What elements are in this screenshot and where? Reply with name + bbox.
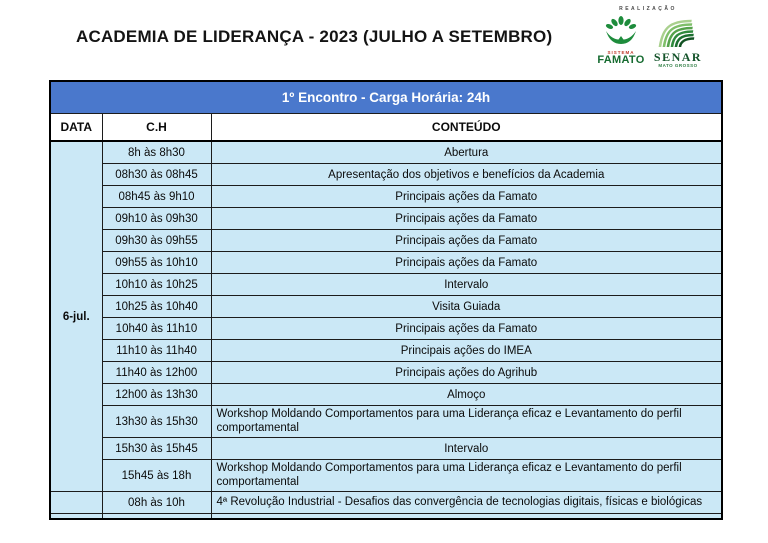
column-header-data: DATA [50,114,102,142]
schedule-row [50,164,722,186]
senar-subtitle: MATO GROSSO [658,63,698,68]
senar-wordmark: SENAR [653,50,703,64]
content-cell: Principais ações do Agrihub [211,362,722,384]
schedule-row [50,186,722,208]
schedule-row [50,406,722,438]
schedule-row [50,340,722,362]
time-cell: 10h25 às 10h40 [102,296,211,318]
schedule-row [50,141,722,164]
time-cell: 11h10 às 11h40 [102,340,211,362]
content-cell: Intervalo [211,274,722,296]
content-cell: Principais ações da Famato [211,318,722,340]
schedule-row [50,384,722,406]
time-cell: 12h00 às 13h30 [102,384,211,406]
time-cell: 15h30 às 15h45 [102,438,211,460]
time-cell: 08h às 10h [102,492,211,514]
schedule-row [50,492,722,514]
schedule-row [50,362,722,384]
realization-label: REALIZAÇÃO [619,6,677,12]
section-header-row [50,81,722,114]
schedule-row [50,318,722,340]
schedule-row [50,274,722,296]
content-cell: Visita Guiada [211,296,722,318]
famato-sistema-label: SISTEMA [607,50,635,55]
time-cell: 8h às 8h30 [102,141,211,164]
schedule-row [50,460,722,492]
time-cell: 09h55 às 10h10 [102,252,211,274]
time-cell: 09h30 às 09h55 [102,230,211,252]
page-title: ACADEMIA DE LIDERANÇA - 2023 (JULHO A SETEMBRO) [76,27,553,46]
schedule-row [50,252,722,274]
content-cell: Principais ações da Famato [211,186,722,208]
time-cell: 10h10 às 10h25 [102,274,211,296]
senar-logo [652,18,704,68]
content-cell: Workshop Moldando Comportamentos para uma Liderança eficaz e Levantamento do perfil comportamental [211,460,722,492]
content-cell: Principais ações da Famato [211,252,722,274]
schedule-row-cutoff [50,514,722,520]
content-cell: Apresentação dos objetivos e benefícios da Academia [211,164,722,186]
schedule-table [49,80,723,520]
cutoff-cell [50,514,102,520]
famato-wordmark: FAMATO [597,54,645,66]
schedule-row [50,296,722,318]
time-cell: 08h45 às 9h10 [102,186,211,208]
cutoff-cell [211,514,722,520]
famato-logo [596,16,646,65]
content-cell: Almoço [211,384,722,406]
famato-plant-cow-icon [603,33,639,50]
time-cell: 11h40 às 12h00 [102,362,211,384]
content-cell: Abertura [211,141,722,164]
content-cell: Principais ações do IMEA [211,340,722,362]
date-cell: 6-jul. [50,141,102,492]
date-cell [50,492,102,514]
column-header-ch: C.H [102,114,211,142]
time-cell: 13h30 às 15h30 [102,406,211,438]
column-header-row [50,114,722,142]
schedule-row [50,438,722,460]
schedule-row [50,208,722,230]
content-cell: Intervalo [211,438,722,460]
content-cell: Workshop Moldando Comportamentos para uma Liderança eficaz e Levantamento do perfil comportamental [211,406,722,438]
column-header-conteudo: CONTEÚDO [211,114,722,142]
cutoff-cell [102,514,211,520]
time-cell: 09h10 às 09h30 [102,208,211,230]
schedule-row [50,230,722,252]
content-cell: Principais ações da Famato [211,208,722,230]
content-cell: Principais ações da Famato [211,230,722,252]
realization-logos [594,4,712,70]
section-header: 1º Encontro - Carga Horária: 24h [50,81,722,114]
time-cell: 10h40 às 11h10 [102,318,211,340]
time-cell: 15h45 às 18h [102,460,211,492]
content-cell: 4ª Revolução Industrial - Desafios das convergência de tecnologias digitais, físicas e biológicas [211,492,722,514]
time-cell: 08h30 às 08h45 [102,164,211,186]
